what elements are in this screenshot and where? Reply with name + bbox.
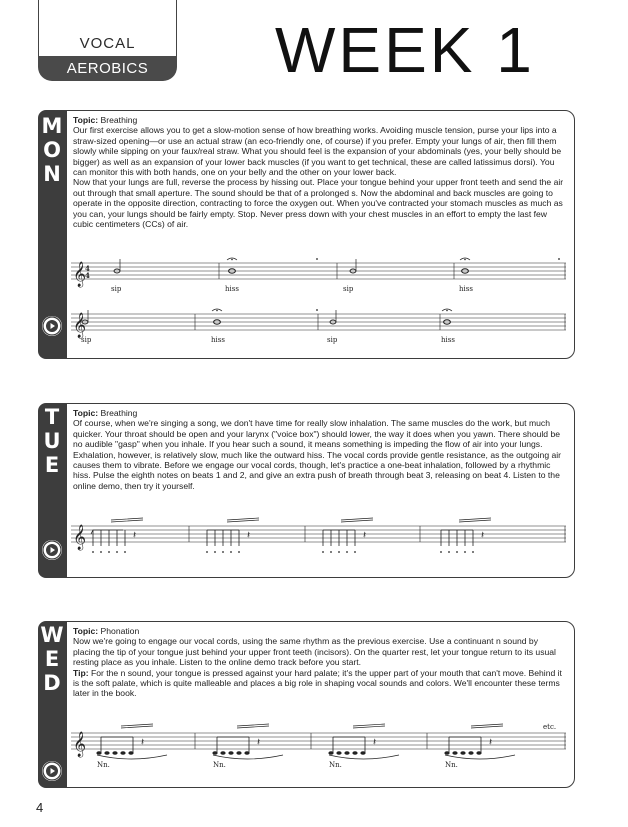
day-letter: D — [43, 671, 61, 695]
tip-text: For the n sound, your tongue is pressed against your hard palate; it's the upper part of your mouth that can't move. Behind it is the soft palate, which is quite malleable and places a big role in shaping vocal sounds and colors. We'll encounter these terms later in the book. — [73, 667, 562, 699]
brand-top — [38, 0, 177, 56]
svg-text:𝄽: 𝄽 — [481, 530, 485, 541]
day-letter: E — [44, 647, 60, 671]
svg-text:𝄞: 𝄞 — [73, 262, 87, 287]
paragraph: Our first exercise allows you to get a slow-motion sense of how breathing works. Avoiding muscle tension, purse your lips into a straw-sized opening—or use an actual straw (an eco-friendly one, of course) if you prefer. Empty your lungs of air, then fill them slowly while sipping on your faux/real straw. What you should feel is the expansion of your abdominals (yes, your belly should be bigger) as well as an expansion of your lower back muscles (if you want to get technical, these are called latissimus dorsi). You can monitor this with both hands, one on your belly and the other on your lower back. — [73, 125, 562, 178]
topic-value: Phonation — [100, 626, 140, 636]
paragraph: Of course, when we're singing a song, we don't have time for really slow inhalation. The same muscles do the work, but much quicker. Your throat should be open and your larynx ("voice box") should lower, the way it does when you yawn. There should be no audible "gasp" when you inhale. If you hear such a sound, it means something is impeding the flow of air into your lungs. — [73, 418, 561, 450]
svg-text:𝄽: 𝄽 — [247, 530, 251, 541]
paragraph: Now we're going to engage our vocal cords, using the same rhythm as the previous exercise. Use a continuant n sound by placing the tip of your tongue just behind your upper front teeth (incisors). On the quarter rest, let your tongue return to its usual resting place as you inhale. Listen to the online demo track before you start. — [73, 636, 556, 668]
day-content-monday — [66, 110, 575, 359]
audio-play-icon[interactable] — [42, 316, 62, 336]
music-staff — [71, 719, 566, 769]
svg-text:𝄽: 𝄽 — [363, 530, 367, 541]
note-label: hiss — [225, 285, 239, 293]
tip-label: Tip: — [73, 667, 89, 678]
wednesday-text — [73, 626, 566, 699]
topic-label: Topic: — [73, 408, 99, 418]
paragraph: Exhalation, however, is relatively slow, much like the outward hiss. The vocal cords provide gentle resistance, as the outgoing air causes them to vibrate. Before we engage our vocal cords, though, let's practice a one-beat inhalation, followed by a rhythmic hiss. Pulse the eighth notes on beats 1 and 2, and give an extra push of breath through beat 3, releasing on beat 4. Listen to the online demo, then try it yourself. — [73, 449, 562, 491]
day-letter: W — [40, 623, 64, 647]
svg-text:𝄽: 𝄽 — [257, 737, 261, 748]
audio-play-icon[interactable] — [42, 540, 62, 560]
day-tab-tuesday — [38, 403, 66, 578]
note-label: sip — [81, 336, 92, 344]
svg-text:𝄞: 𝄞 — [73, 732, 87, 757]
note-label: Nn. — [445, 761, 458, 769]
svg-text:4: 4 — [85, 264, 90, 273]
note-label: hiss — [459, 285, 473, 293]
music-staff — [71, 516, 566, 558]
day-letter: O — [43, 138, 61, 162]
day-content-tuesday — [66, 403, 575, 578]
tuesday-text — [73, 408, 566, 491]
day-section-tuesday — [38, 403, 575, 578]
svg-text:𝄞: 𝄞 — [73, 525, 87, 550]
day-letter: N — [43, 162, 61, 186]
note-label: sip — [111, 285, 122, 293]
day-tab-monday — [38, 110, 66, 359]
note-label: sip — [327, 336, 338, 344]
day-letter: M — [41, 114, 63, 138]
etc-label: etc. — [543, 723, 557, 731]
topic-value: Breathing — [100, 115, 138, 125]
music-staff — [71, 306, 566, 346]
note-label: Nn. — [97, 761, 110, 769]
monday-text — [73, 115, 566, 229]
day-letter: T — [44, 405, 60, 429]
note-label: hiss — [441, 336, 455, 344]
music-staff — [71, 257, 566, 295]
note-label: sip — [343, 285, 354, 293]
topic-label: Topic: — [73, 115, 99, 125]
page-title: WEEK 1 — [275, 14, 535, 86]
note-label: Nn. — [213, 761, 226, 769]
day-letter: U — [43, 429, 61, 453]
topic-label: Topic: — [73, 626, 99, 636]
day-tab-wednesday — [38, 621, 66, 788]
day-section-monday — [38, 110, 575, 359]
topic-value: Breathing — [100, 408, 138, 418]
svg-text:𝄽: 𝄽 — [373, 737, 377, 748]
brand-bottom-label: AEROBICS — [38, 56, 177, 81]
note-label: hiss — [211, 336, 225, 344]
audio-play-icon[interactable] — [42, 761, 62, 781]
brand-logo — [38, 0, 177, 81]
brand-top-label: VOCAL — [79, 35, 136, 52]
svg-text:𝄽: 𝄽 — [141, 737, 145, 748]
paragraph: Now that your lungs are full, reverse the process by hissing out. Place your tongue behind your upper front teeth and send the air out through that small aperture. The sound should be that of a prolonged s. Now the abdominal and back muscles are going to operate in the opposite direction, contracting to force the oxygen out. When you've contracted your stomach muscles as much as you can, your lungs should be fairly empty. Stop. Never press down with your chest muscles in an effort to empty the last few cubic centimeters (CCs) of air. — [73, 177, 564, 230]
day-section-wednesday — [38, 621, 575, 788]
page-number: 4 — [36, 800, 44, 815]
day-content-wednesday — [66, 621, 575, 788]
svg-text:𝄽: 𝄽 — [133, 530, 137, 541]
svg-text:𝄽: 𝄽 — [489, 737, 493, 748]
day-letter: E — [44, 453, 60, 477]
svg-text:𝄞: 𝄞 — [73, 313, 87, 338]
svg-text:4: 4 — [85, 271, 90, 280]
note-label: Nn. — [329, 761, 342, 769]
